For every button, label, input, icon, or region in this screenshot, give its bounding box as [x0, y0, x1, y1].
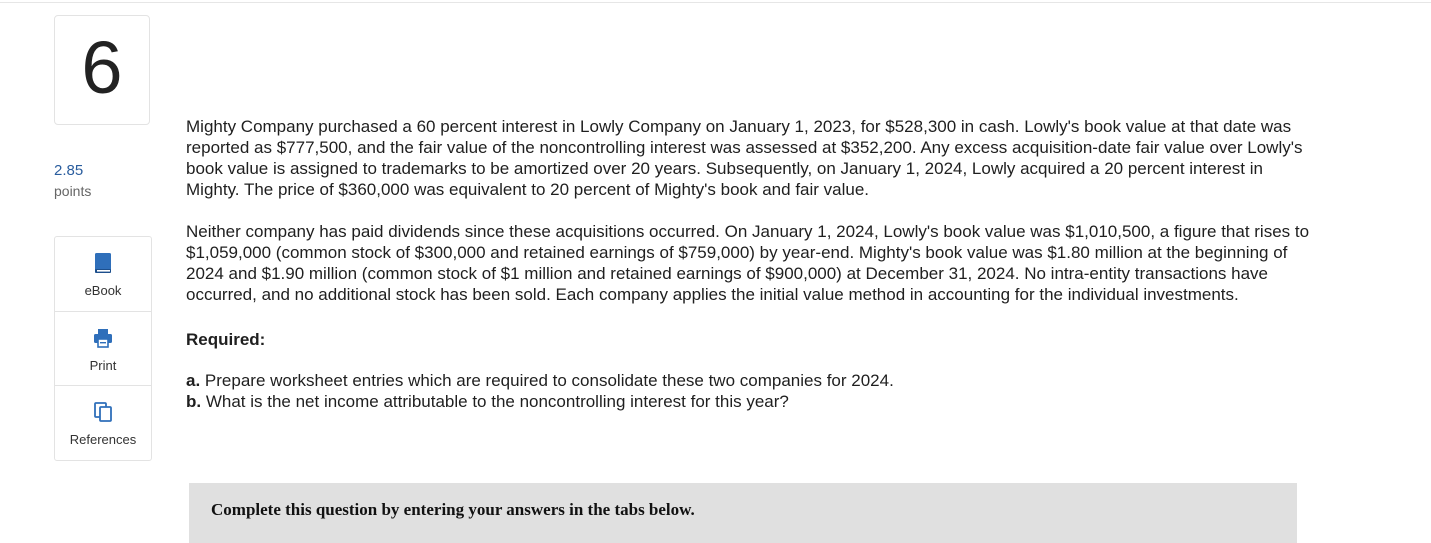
ebook-button[interactable] [55, 237, 151, 311]
part-letter: a. [186, 371, 201, 390]
book-icon [91, 251, 115, 275]
printer-icon [91, 326, 115, 350]
print-label: Print [89, 358, 117, 373]
references-button[interactable] [55, 385, 151, 459]
part-letter: b. [186, 392, 202, 411]
required-heading: Required: [186, 330, 266, 349]
tools-panel [54, 236, 152, 461]
instructions-text: Complete this question by entering your answers in the tabs below. [211, 500, 695, 519]
part-a [186, 370, 1316, 391]
points-value: 2.85 [54, 162, 84, 179]
top-divider [0, 2, 1431, 3]
points-label: points [54, 183, 92, 199]
question-paragraph: Neither company has paid dividends since these acquisitions occurred. On January 1, 2024, Lowly's book value was $1,010,500, a figure that rises to $1,059,000 (common stock of $300,000 and retained earnings of $759,000) by year-end. Mighty's book value was $1.80 million at the beginning of 2024 and $1.90 million (common stock of $1 million and retained earnings of $900,000) at December 31, 2024. No intra-entity transactions have occurred, and no additional stock has been sold. Each company applies the initial value method in accounting for the individual investments. [186, 222, 1310, 304]
question-paragraph: Mighty Company purchased a 60 percent interest in Lowly Company on January 1, 2023, for $528,300 in cash. Lowly's book value at that date was reported as $777,500, and the fair value of the noncontrolling interest was assessed at $352,200. Any excess acquisition-date fair value over Lowly's book value is assigned to trademarks to be amortized over 20 years. Subsequently, on January 1, 2024, Lowly acquired a 20 percent interest in Mighty. The price of $360,000 was equivalent to 20 percent of Mighty's book and fair value. [186, 117, 1303, 199]
ebook-label: eBook [84, 283, 122, 298]
question-number-box [54, 15, 150, 125]
copy-pages-icon [91, 400, 115, 424]
part-text: What is the net income attributable to the noncontrolling interest for this year? [205, 392, 789, 411]
references-label: References [69, 432, 137, 447]
print-button[interactable] [55, 311, 151, 385]
instructions-banner [189, 483, 1297, 543]
question-body [186, 116, 1316, 412]
part-text: Prepare worksheet entries which are required to consolidate these two companies for 2024. [204, 371, 894, 390]
points-info [54, 161, 150, 201]
part-b [186, 391, 1316, 412]
question-number: 6 [81, 26, 123, 109]
required-parts [186, 370, 1316, 412]
